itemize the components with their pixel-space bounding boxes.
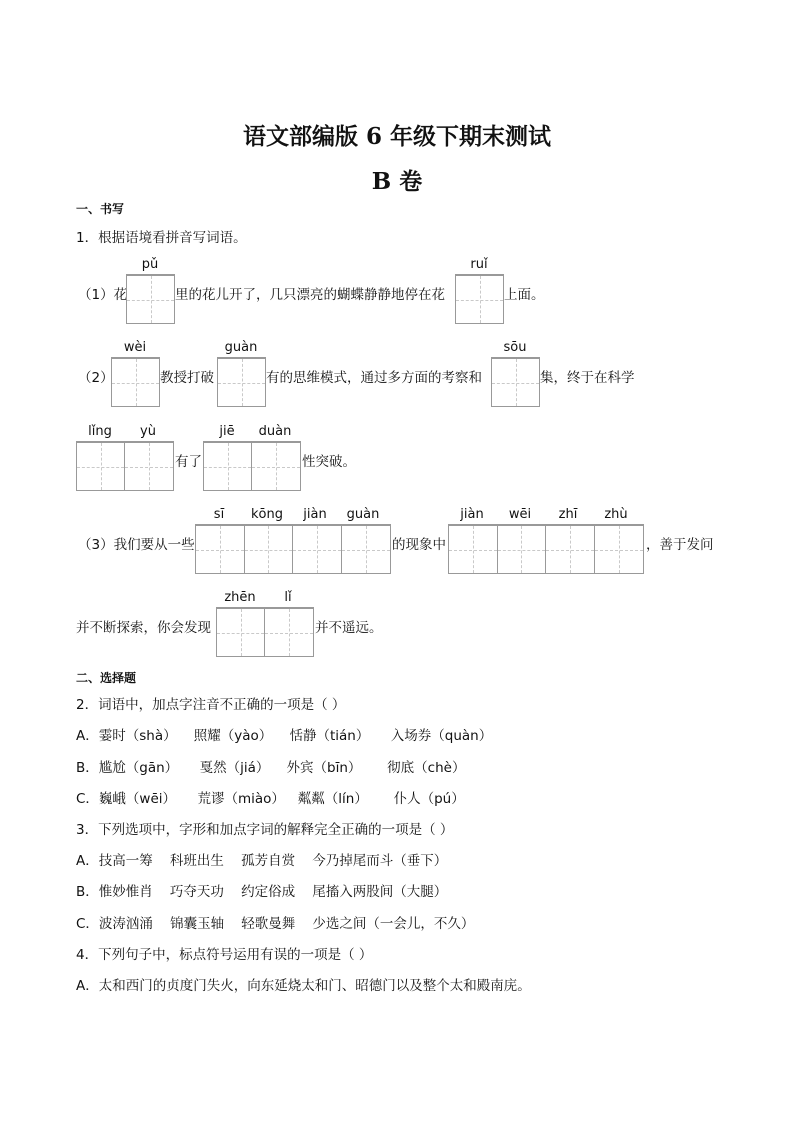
q3-option-c[interactable]: C．波涛汹涌 锦囊玉轴 轻歌曼舞 少选之间（一会儿，不久） xyxy=(76,916,475,932)
pinyin-label: lǐ xyxy=(284,590,292,605)
q2-option-b[interactable]: B．尴尬（gān） 戛然（jiá） 外宾（bīn） 彻底（chè） xyxy=(76,760,466,776)
writing-cell[interactable] xyxy=(449,526,498,573)
writing-cell[interactable] xyxy=(492,359,539,406)
pinyin-label: zhù xyxy=(604,507,628,522)
pinyin-box-rui[interactable] xyxy=(455,256,504,324)
q1-line2-suffix: 集，终于在科学 xyxy=(540,370,635,386)
writing-cell[interactable] xyxy=(265,609,313,656)
pinyin-label: zhī xyxy=(558,507,578,522)
writing-cell[interactable] xyxy=(498,526,547,573)
page-subtitle: B 卷 xyxy=(371,168,423,195)
q1-line4-prefix: （3）我们要从一些 xyxy=(78,537,195,553)
question-1-stem: 1．根据语境看拼音写词语。 xyxy=(76,230,247,246)
pinyin-label: yù xyxy=(140,424,156,439)
pinyin-box-jieduan[interactable] xyxy=(203,423,301,491)
q1-line4-middle: 的现象中 xyxy=(392,537,446,553)
pinyin-label: jiàn xyxy=(303,507,327,522)
writing-cell[interactable] xyxy=(217,609,265,656)
pinyin-label: duàn xyxy=(258,424,292,439)
pinyin-box-zhenli[interactable] xyxy=(216,589,314,657)
writing-cell[interactable] xyxy=(456,276,503,323)
writing-cell[interactable] xyxy=(293,526,342,573)
pinyin-box-jianweizhizhu[interactable] xyxy=(448,506,644,574)
pinyin-label: guàn xyxy=(346,507,380,522)
pinyin-label: sōu xyxy=(503,340,527,355)
pinyin-label: lǐng xyxy=(88,424,112,439)
pinyin-label: sī xyxy=(213,507,225,522)
pinyin-label: zhēn xyxy=(224,590,256,605)
writing-cell[interactable] xyxy=(112,359,159,406)
section-heading-writing: 一、书写 xyxy=(76,202,125,216)
pinyin-box-sikongjianguan[interactable] xyxy=(195,506,391,574)
section-heading-choice: 二、选择题 xyxy=(76,671,137,685)
pinyin-label: jiàn xyxy=(460,507,484,522)
q3-option-a[interactable]: A．技高一筹 科班出生 孤芳自赏 今乃掉尾而斗（垂下） xyxy=(76,853,448,869)
writing-cell[interactable] xyxy=(77,443,125,490)
pinyin-label: jiē xyxy=(219,424,235,439)
writing-cell[interactable] xyxy=(546,526,595,573)
pinyin-box-sou[interactable] xyxy=(491,339,540,407)
q1-line2-middle-1: 教授打破 xyxy=(160,370,214,386)
pinyin-box-guan[interactable] xyxy=(217,339,266,407)
page-title: 语文部编版 6 年级下期末测试 xyxy=(242,123,552,150)
pinyin-box-wei[interactable] xyxy=(111,339,160,407)
writing-cell[interactable] xyxy=(125,443,173,490)
question-2-stem: 2．词语中，加点字注音不正确的一项是（ ） xyxy=(76,697,346,713)
q4-option-a[interactable]: A．太和西门的贞度门失火，向东延烧太和门、昭德门以及整个太和殿南庑。 xyxy=(76,978,531,994)
writing-cell[interactable] xyxy=(342,526,391,573)
q1-line4-suffix: ，善于发问 xyxy=(646,537,714,553)
writing-cell[interactable] xyxy=(204,443,252,490)
q2-option-c[interactable]: C．巍峨（wēi） 荒谬（miào） 粼粼（lín） 仆人（pú） xyxy=(76,791,465,807)
pinyin-label: wēi xyxy=(508,507,532,522)
pinyin-box-lingyu[interactable] xyxy=(76,423,174,491)
q1-line5-suffix: 并不遥远。 xyxy=(315,620,383,636)
q1-line5-prefix: 并不断探索，你会发现 xyxy=(76,620,211,636)
pinyin-label: pǔ xyxy=(141,257,159,272)
q2-option-a[interactable]: A．霎时（shà） 照耀（yào） 恬静（tián） 入场券（quàn） xyxy=(76,728,493,744)
question-3-stem: 3．下列选项中，字形和加点字词的解释完全正确的一项是（ ） xyxy=(76,822,454,838)
writing-cell[interactable] xyxy=(595,526,644,573)
q3-option-b[interactable]: B．惟妙惟肖 巧夺天功 约定俗成 尾搐入两股间（大腿） xyxy=(76,884,448,900)
q1-line1-prefix: （1）花 xyxy=(78,287,128,303)
writing-cell[interactable] xyxy=(196,526,245,573)
question-4-stem: 4．下列句子中，标点符号运用有误的一项是（ ） xyxy=(76,947,373,963)
writing-cell[interactable] xyxy=(252,443,300,490)
q1-line1-suffix: 上面。 xyxy=(504,287,545,303)
pinyin-label: kōng xyxy=(251,507,283,522)
writing-cell[interactable] xyxy=(218,359,265,406)
pinyin-box-pu[interactable] xyxy=(126,256,175,324)
q1-line3-suffix: 性突破。 xyxy=(302,454,356,470)
q1-line2-prefix: （2） xyxy=(78,370,114,386)
pinyin-label: ruǐ xyxy=(470,257,488,272)
writing-cell[interactable] xyxy=(127,276,174,323)
pinyin-label: guàn xyxy=(224,340,258,355)
writing-cell[interactable] xyxy=(245,526,294,573)
q1-line2-middle-2: 有的思维模式，通过多方面的考察和 xyxy=(266,370,482,386)
q1-line3-middle: 有了 xyxy=(175,454,202,470)
q1-line1-middle: 里的花儿开了，几只漂亮的蝴蝶静静地停在花 xyxy=(175,287,445,303)
pinyin-label: wèi xyxy=(123,340,147,355)
